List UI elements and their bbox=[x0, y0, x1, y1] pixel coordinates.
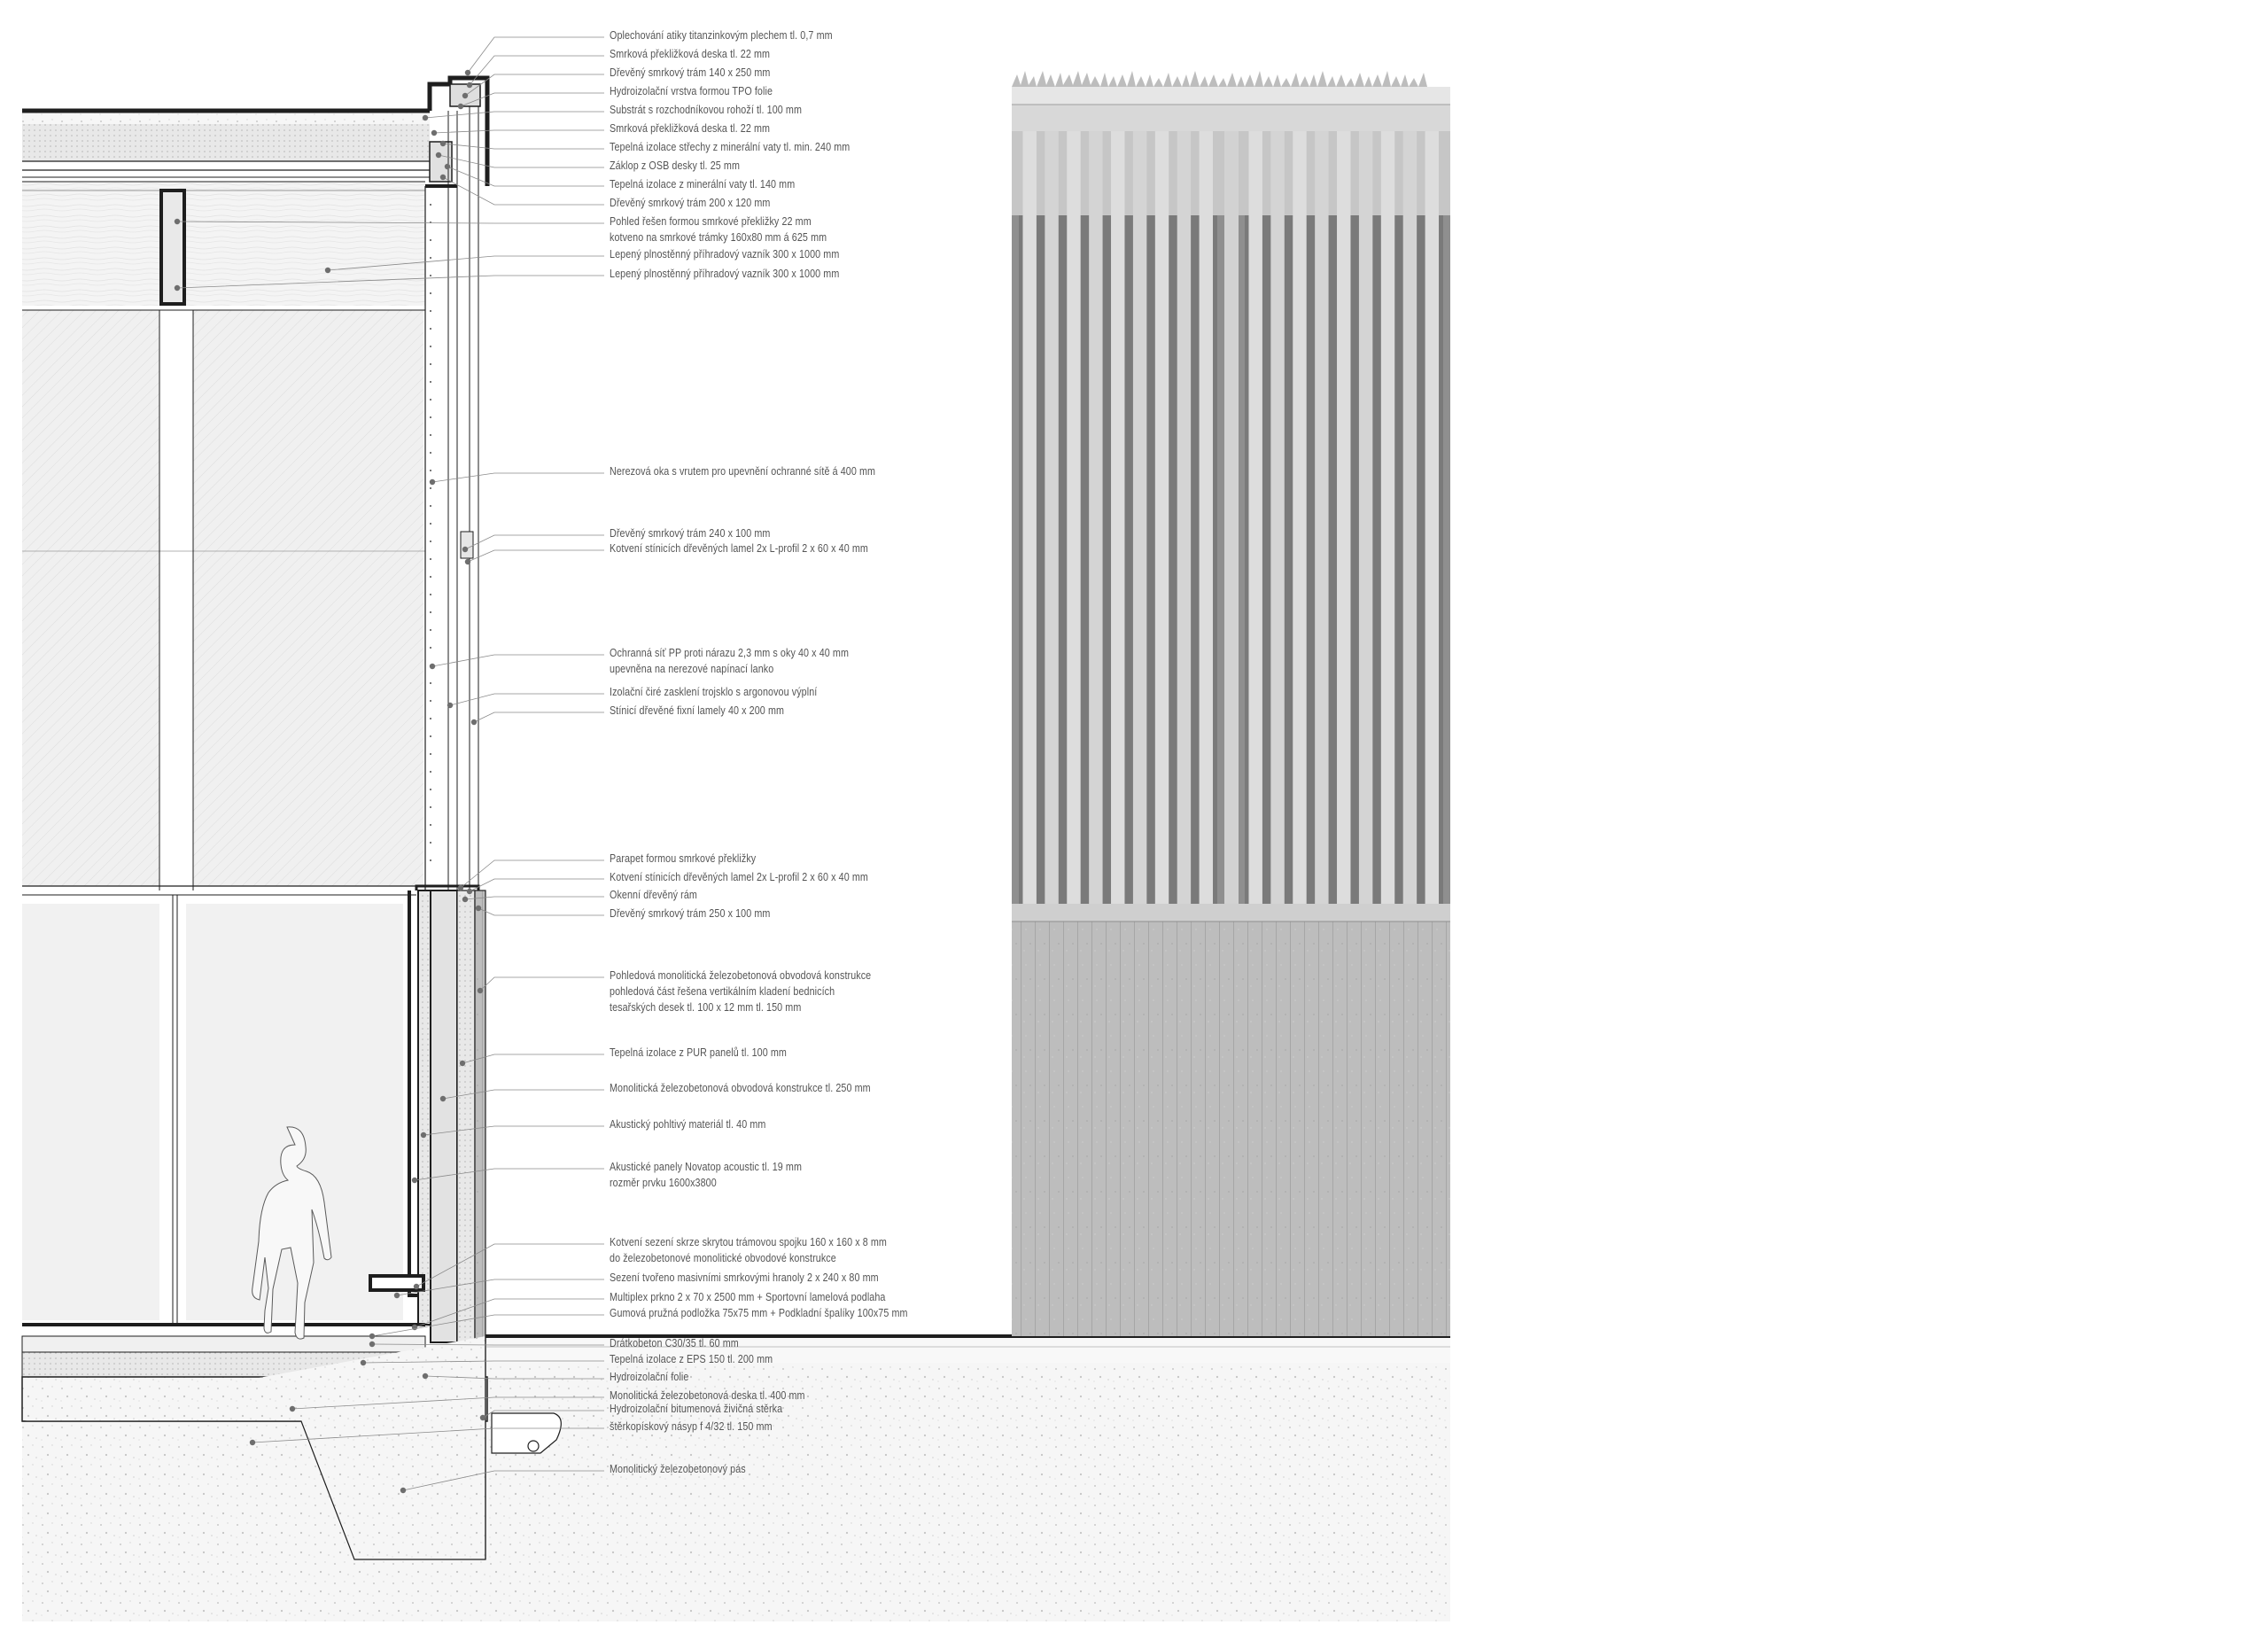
annotation-label bbox=[610, 1305, 908, 1321]
annotation-line: Záklop z OSB desky tl. 25 mm bbox=[610, 159, 740, 172]
annotation-label bbox=[610, 1289, 885, 1305]
annotation-label bbox=[610, 1369, 688, 1385]
annotation-line: Tepelná izolace z minerální vaty tl. 140 mm bbox=[610, 178, 796, 191]
annotation-label bbox=[610, 1116, 765, 1132]
annotation-line: Gumová pružná podložka 75x75 mm + Podkladní špalíky 100x75 mm bbox=[610, 1307, 908, 1319]
annotation-line: Dřevěný smrkový trám 250 x 100 mm bbox=[610, 907, 771, 920]
annotation-label bbox=[610, 1351, 773, 1367]
annotation-line: upevněna na nerezové napínací lanko bbox=[610, 663, 774, 675]
annotation-line: Lepený plnostěnný příhradový vazník 300 x 1000 mm bbox=[610, 268, 840, 280]
annotation-line: Tepelná izolace střechy z minerální vaty tl. min. 240 mm bbox=[610, 141, 850, 153]
annotation-line: štěrkopískový násyp f 4/32 tl. 150 mm bbox=[610, 1420, 773, 1433]
annotation-label bbox=[610, 1419, 773, 1435]
annotation-line: Hydroizolační folie bbox=[610, 1371, 689, 1383]
annotation-line: Tepelná izolace z PUR panelů tl. 100 mm bbox=[610, 1046, 787, 1059]
annotation-label bbox=[610, 65, 770, 81]
annotation-label bbox=[610, 887, 697, 903]
annotation-label bbox=[610, 1080, 871, 1096]
annotation-line: Izolační čiré zasklení trojsklo s argonovou výplní bbox=[610, 686, 818, 698]
annotation-line: tesařských desek tl. 100 x 12 mm tl. 150 mm bbox=[610, 1001, 802, 1014]
annotation-label bbox=[610, 525, 770, 541]
annotation-line: Tepelná izolace z EPS 150 tl. 200 mm bbox=[610, 1353, 773, 1365]
annotation-line: Okenní dřevěný rám bbox=[610, 889, 697, 901]
annotation-line: Kotvení stínicích dřevěných lamel 2x L-profil 2 x 60 x 40 mm bbox=[610, 542, 868, 555]
annotation-label bbox=[610, 968, 871, 1015]
annotation-line: do železobetonové monolitické obvodové konstrukce bbox=[610, 1252, 836, 1264]
annotation-label bbox=[610, 27, 833, 43]
annotation-line: Akustické panely Novatop acoustic tl. 19 mm bbox=[610, 1161, 803, 1173]
annotation-label bbox=[610, 1401, 782, 1417]
annotation-label bbox=[610, 1461, 746, 1477]
annotation-line: Smrková překližková deska tl. 22 mm bbox=[610, 48, 771, 60]
annotation-label bbox=[610, 176, 795, 192]
annotation-label bbox=[610, 869, 868, 885]
annotation-line: Oplechování atiky titanzinkovým plechem tl. 0,7 mm bbox=[610, 29, 833, 42]
annotation-label bbox=[610, 851, 756, 867]
annotation-label bbox=[610, 139, 850, 155]
annotation-line: Akustický pohltivý materiál tl. 40 mm bbox=[610, 1118, 766, 1131]
annotation-line: Pohledová monolitická železobetonová obvodová konstrukce bbox=[610, 969, 872, 982]
annotation-line: Substrát s rozchodníkovou rohoží tl. 100 mm bbox=[610, 104, 803, 116]
annotation-line: rozměr prvku 1600x3800 bbox=[610, 1177, 717, 1189]
annotation-line: Kotvení stínicích dřevěných lamel 2x L-profil 2 x 60 x 40 mm bbox=[610, 871, 868, 883]
annotation-label bbox=[610, 463, 875, 479]
annotation-label bbox=[610, 703, 784, 719]
annotation-line: Hydroizolační bitumenová živičná stěrka bbox=[610, 1403, 783, 1415]
annotation-line: Kotvení sezení skrze skrytou trámovou spojku 160 x 160 x 8 mm bbox=[610, 1236, 887, 1248]
annotation-label bbox=[610, 684, 817, 700]
annotation-label bbox=[610, 540, 868, 556]
annotation-label bbox=[610, 1335, 739, 1351]
annotation-line: Monolitická železobetonová deska tl. 400 mm bbox=[610, 1389, 805, 1402]
annotation-line: Hydroizolační vrstva formou TPO folie bbox=[610, 85, 773, 97]
annotation-line: Ochranná síť PP proti nárazu 2,3 mm s oky 40 x 40 mm bbox=[610, 647, 849, 659]
annotation-line: Smrková překližková deska tl. 22 mm bbox=[610, 122, 771, 135]
annotation-label bbox=[610, 645, 849, 677]
annotation-label bbox=[610, 195, 770, 211]
annotation-label bbox=[610, 1045, 787, 1061]
annotation-line: kotveno na smrkové trámky 160x80 mm á 625 mm bbox=[610, 231, 827, 244]
annotation-label bbox=[610, 121, 770, 136]
annotation-line: Monolitický železobetonový pás bbox=[610, 1463, 746, 1475]
annotation-line: Lepený plnostěnný příhradový vazník 300 x 1000 mm bbox=[610, 248, 840, 261]
annotation-line: Monolitická železobetonová obvodová konstrukce tl. 250 mm bbox=[610, 1082, 871, 1094]
annotation-label bbox=[610, 1234, 887, 1266]
annotation-line: Stínicí dřevěné fixní lamely 40 x 200 mm bbox=[610, 704, 785, 717]
annotation-label bbox=[610, 246, 839, 262]
annotation-line: Dřevěný smrkový trám 240 x 100 mm bbox=[610, 527, 771, 540]
annotation-label bbox=[610, 1270, 879, 1286]
annotation-line: Nerezová oka s vrutem pro upevnění ochranné sítě á 400 mm bbox=[610, 465, 876, 478]
annotation-label bbox=[610, 906, 770, 921]
annotation-label bbox=[610, 102, 802, 118]
annotation-line: Sezení tvořeno masivními smrkovými hranoly 2 x 240 x 80 mm bbox=[610, 1271, 879, 1284]
annotation-line: Dřevěný smrkový trám 140 x 250 mm bbox=[610, 66, 771, 79]
annotation-label bbox=[610, 158, 740, 174]
annotation-label bbox=[610, 266, 839, 282]
annotation-line: Dřevěný smrkový trám 200 x 120 mm bbox=[610, 197, 771, 209]
annotation-line: Parapet formou smrkové překližky bbox=[610, 852, 757, 865]
annotation-line: Drátkobeton C30/35 tl. 60 mm bbox=[610, 1337, 739, 1349]
annotation-label bbox=[610, 83, 773, 99]
annotation-line: Pohled řešen formou smrkové překližky 22 mm bbox=[610, 215, 812, 228]
annotation-label bbox=[610, 1159, 802, 1191]
annotation-label bbox=[610, 46, 770, 62]
annotation-line: pohledová část řešena vertikálním kladení bednicích bbox=[610, 985, 835, 998]
annotation-line: Multiplex prkno 2 x 70 x 2500 mm + Sportovní lamelová podlaha bbox=[610, 1291, 886, 1303]
annotation-label bbox=[610, 214, 827, 245]
